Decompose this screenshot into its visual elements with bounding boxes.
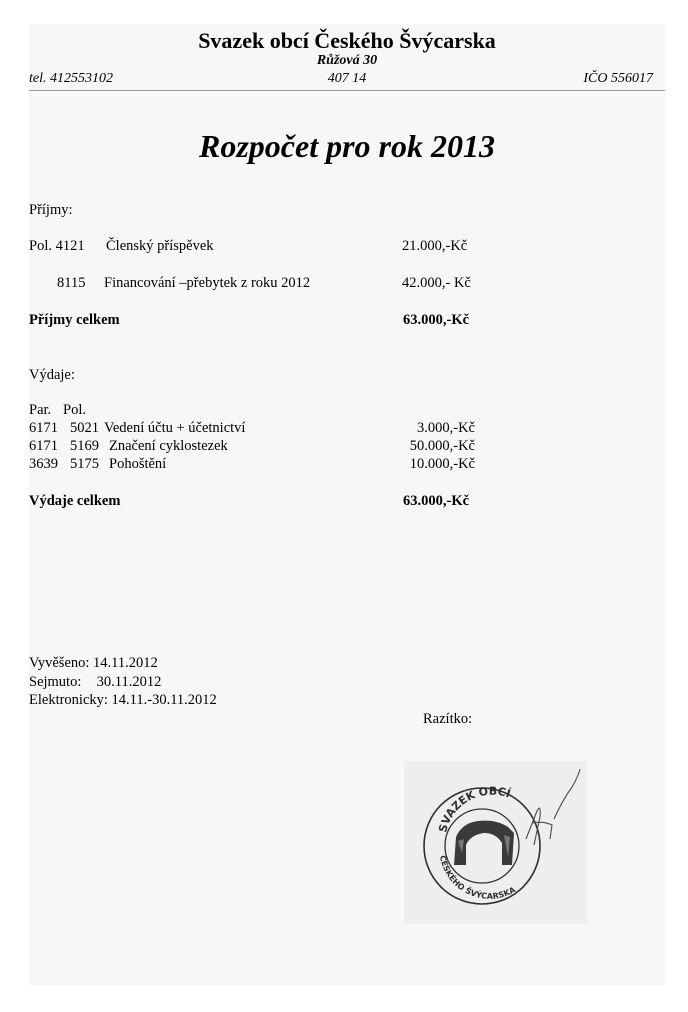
removed-label: Sejmuto:: [29, 674, 82, 690]
electronic-line: [29, 692, 217, 709]
expenses-total-label: Výdaje celkem: [29, 493, 121, 509]
rock-gate-icon: [454, 821, 514, 865]
income-row-label: Členský příspěvek: [106, 238, 214, 254]
expense-row-pol: 5175: [70, 456, 99, 472]
column-header-par: Par.: [29, 402, 52, 418]
posted-line: [29, 655, 158, 672]
stamp-top-text: SVAZEK OBCÍ: [436, 784, 513, 834]
signature-icon: [526, 769, 580, 845]
expense-row-label: Pohoštění: [109, 456, 167, 472]
stamp-label: Razítko:: [423, 711, 473, 727]
expense-row-label: Značení cyklostezek: [109, 438, 228, 454]
expenses-heading: Výdaje:: [29, 367, 75, 383]
organization-name: Svazek obcí Českého Švýcarska: [198, 28, 496, 53]
expense-row-amount: 10.000,-Kč: [409, 456, 475, 472]
expense-row-label: Vedení účtu + účetnictví: [104, 420, 246, 436]
posted-label: Vyvěšeno:: [29, 655, 90, 671]
column-header-pol: Pol.: [63, 402, 86, 418]
posted-date: 14.11.2012: [93, 655, 158, 671]
income-heading: Příjmy:: [29, 202, 73, 218]
street-address: Růžová 30: [316, 53, 378, 68]
telephone: tel. 412553102: [29, 71, 113, 86]
removed-line: [29, 674, 161, 691]
document-page: [29, 24, 665, 985]
income-total-amount: 63.000,-Kč: [403, 312, 470, 328]
expense-row-pol: 5021: [70, 420, 99, 436]
income-row-code: 8115: [57, 275, 86, 291]
income-total-label: Příjmy celkem: [29, 312, 120, 328]
removed-date: 30.11.2012: [96, 674, 162, 690]
expense-row-amount: 3.000,-Kč: [417, 420, 475, 436]
stamp-seal: [404, 761, 587, 924]
header-divider: [29, 90, 665, 91]
income-row-code: Pol. 4121: [29, 238, 85, 254]
postal-code: 407 14: [327, 71, 367, 86]
expenses-total-amount: 63.000,-Kč: [403, 493, 470, 509]
expense-row-par: 6171: [29, 438, 58, 454]
income-row-amount: 42.000,- Kč: [402, 275, 471, 291]
expense-row-pol: 5169: [70, 438, 99, 454]
income-row-amount: 21.000,-Kč: [402, 238, 468, 254]
expense-row-amount: 50.000,-Kč: [409, 438, 475, 454]
electronic-dates: 14.11.-30.11.2012: [111, 692, 217, 708]
expense-row-par: 3639: [29, 456, 58, 472]
document-title: Rozpočet pro rok 2013: [199, 128, 495, 164]
income-row-label: Financování –přebytek z roku 2012: [104, 275, 311, 291]
stamp-area: [404, 761, 587, 924]
expense-row-par: 6171: [29, 420, 58, 436]
company-id: IČO 556017: [583, 71, 653, 86]
electronic-label: Elektronicky:: [29, 692, 108, 708]
stamp-bottom-text: ČESKÉHO ŠVÝCARSKA: [437, 854, 518, 901]
